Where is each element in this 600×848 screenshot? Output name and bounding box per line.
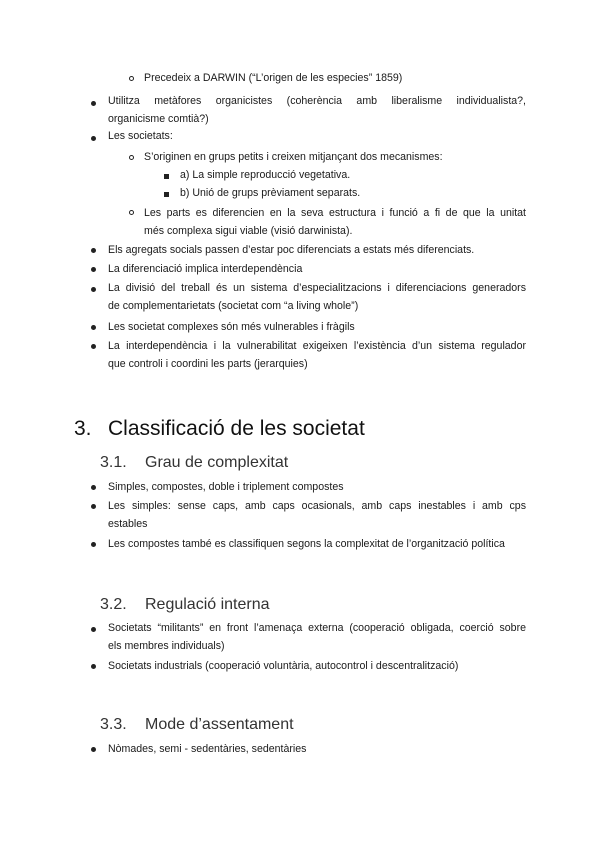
- list-item-line: els membres individuals): [108, 640, 225, 652]
- section-number: 3.: [74, 417, 92, 440]
- list-item-line: més complexa sigui viable (visió darwinista).: [144, 225, 353, 237]
- subsection-title: Mode d’assentament: [145, 716, 294, 733]
- list-item: La diferenciació implica interdependència: [108, 263, 303, 275]
- list-item: S’originen en grups petits i creixen mitjançant dos mecanismes:: [144, 151, 443, 163]
- bullet-icon: [91, 504, 96, 509]
- bullet-icon: [91, 267, 96, 272]
- bullet-icon: [91, 485, 96, 490]
- list-item-line: La divisió del treball és un sistema d’especialitzacions i diferenciacions generadors: [108, 282, 526, 294]
- list-item: Les societat complexes són més vulnerables i fràgils: [108, 321, 355, 333]
- list-item: Les compostes també es classifiquen segons la complexitat de l’organització política: [108, 538, 505, 550]
- square-bullet-icon: [164, 192, 169, 197]
- subsection-number: 3.1.: [100, 454, 127, 471]
- hollow-bullet-icon: [129, 155, 134, 160]
- subsection-title: Regulació interna: [145, 596, 270, 613]
- list-item-line: estables: [108, 518, 148, 530]
- list-item-line: La interdependència i la vulnerabilitat exigeixen l’existència d’un sistema regulador: [108, 340, 526, 352]
- square-bullet-icon: [164, 174, 169, 179]
- list-item-line: Utilitza metàfores organicistes (coherència amb liberalisme individualista?,: [108, 95, 526, 107]
- list-item-line: de complementarietats (societat com “a living whole”): [108, 300, 359, 312]
- section-title: Classificació de les societat: [108, 417, 365, 440]
- bullet-icon: [91, 248, 96, 253]
- list-item-line: organicisme comtià?): [108, 113, 209, 125]
- bullet-icon: [91, 287, 96, 292]
- list-item: Les societats:: [108, 130, 173, 142]
- list-item-line: que controli i coordini les parts (jerarquies): [108, 358, 308, 370]
- list-item: Els agregats socials passen d’estar poc diferenciats a estats més diferenciats.: [108, 244, 475, 256]
- hollow-bullet-icon: [129, 210, 134, 215]
- hollow-bullet-icon: [129, 76, 134, 81]
- list-item: Precedeix a DARWIN (“L’origen de les especies” 1859): [144, 72, 403, 84]
- list-item: a) La simple reproducció vegetativa.: [180, 169, 351, 181]
- bullet-icon: [91, 344, 96, 349]
- bullet-icon: [91, 325, 96, 330]
- bullet-icon: [91, 136, 96, 141]
- bullet-icon: [91, 747, 96, 752]
- bullet-icon: [91, 627, 96, 632]
- list-item: b) Unió de grups prèviament separats.: [180, 187, 361, 199]
- list-item: Societats industrials (cooperació voluntària, autocontrol i descentralització): [108, 660, 459, 672]
- list-item: Simples, compostes, doble i triplement compostes: [108, 481, 344, 493]
- list-item: Nòmades, semi - sedentàries, sedentàries: [108, 743, 307, 755]
- bullet-icon: [91, 101, 96, 106]
- subsection-number: 3.2.: [100, 596, 127, 613]
- subsection-title: Grau de complexitat: [145, 454, 289, 471]
- subsection-number: 3.3.: [100, 716, 127, 733]
- list-item-line: Les parts es diferencien en la seva estructura i funció a fi de que la unitat: [144, 207, 526, 219]
- list-item-line: Societats “militants” en front l’amenaça externa (cooperació obligada, coerció sobre: [108, 622, 526, 634]
- bullet-icon: [91, 542, 96, 547]
- list-item-line: Les simples: sense caps, amb caps ocasionals, amb caps inestables i amb cps: [108, 500, 526, 512]
- bullet-icon: [91, 664, 96, 669]
